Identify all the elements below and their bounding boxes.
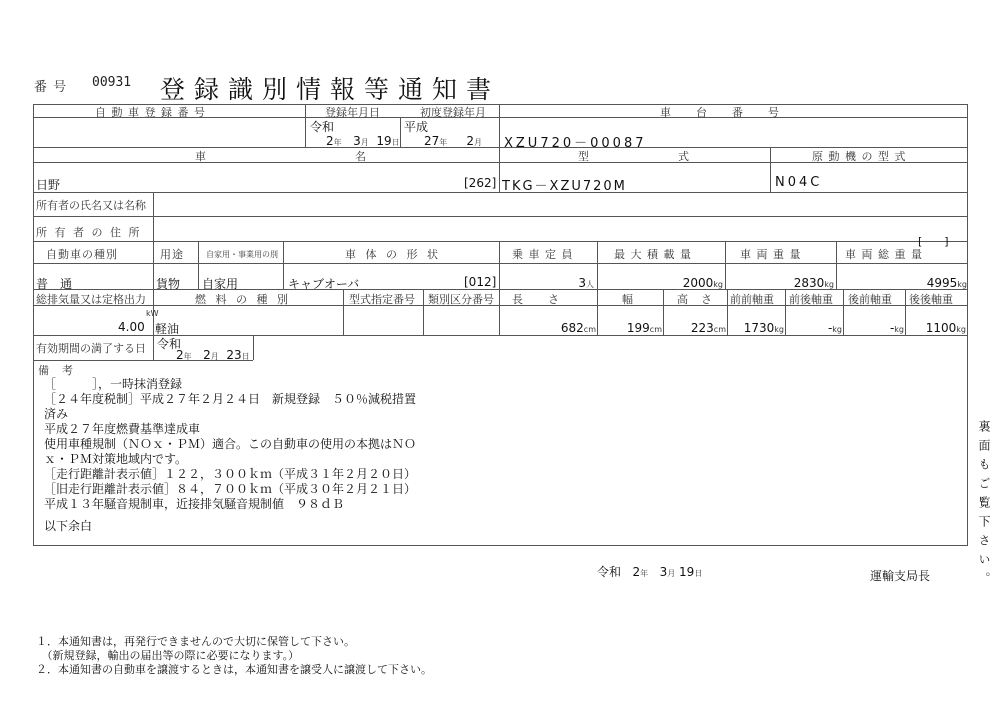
- rule: [305, 104, 306, 148]
- owner-address-label: 所 有 者 の 住 所: [36, 226, 142, 239]
- name-label: 名: [355, 150, 367, 163]
- engine-type: N04C: [775, 175, 823, 190]
- front-rear-axle-weight: -kg: [827, 321, 842, 335]
- registration-date-label: 登録年月日: [325, 106, 380, 119]
- displacement: 4.00: [118, 320, 145, 334]
- rear-rear-axle-weight: 1100kg: [925, 321, 966, 335]
- use-sub-label: 自家用・事業用の別: [206, 250, 278, 259]
- gross-weight-label: 車 両 総 重 量: [845, 248, 923, 261]
- rule: [400, 117, 401, 148]
- front-front-axle-label: 前前軸重: [730, 293, 774, 306]
- rule: [727, 289, 728, 335]
- owner-name-label: 所有者の氏名又は名称: [36, 199, 146, 212]
- remarks-line: 使用車種規制（ＮＯｘ・ＰＭ）適合。この自動車の使用の本拠はＮＯ: [44, 437, 417, 451]
- front-rear-axle-label: 前後軸重: [789, 293, 833, 306]
- vehicle-label: 車: [195, 150, 207, 163]
- registration-era: 令和: [310, 120, 335, 134]
- classification-label: 類別区分番号: [428, 293, 494, 306]
- rule: [423, 289, 424, 335]
- issuer: 運輸支局長: [870, 569, 931, 583]
- remarks-line: ｘ・ＰＭ対策地域内です。: [44, 452, 188, 466]
- width-label: 幅: [622, 293, 634, 306]
- rule: [785, 289, 786, 335]
- remarks-line: ［２４年度税制］平成２７年２月２４日 新規登録 ５０％減税措置: [44, 392, 417, 406]
- remarks-line: ［走行距離計表示値］１２２，３００ｋｍ（平成３１年２月２０日）: [44, 467, 417, 481]
- body-shape-label: 車 体 の 形 状: [345, 248, 441, 261]
- remarks-line: ［旧走行距離計表示値］８４，７００ｋｍ（平成３０年２月２１日）: [44, 482, 417, 496]
- document-title: 登録識別情報等通知書: [160, 75, 501, 104]
- displacement-label: 総排気量又は定格出力: [36, 293, 146, 306]
- document-number: 00931: [92, 75, 132, 90]
- remarks-label: 備 考: [38, 364, 74, 377]
- remarks-line: 平成１３年騒音規制車，近接排気騒音規制値 ９８ｄＢ: [44, 497, 345, 511]
- first-registration-date: 27年 2月: [424, 134, 482, 148]
- front-front-axle-weight: 1730kg: [743, 321, 784, 335]
- rule: [253, 335, 254, 360]
- rule: [836, 241, 837, 289]
- rule: [33, 192, 968, 193]
- fuel-type-label: 燃 料 の 種 別: [195, 293, 291, 306]
- length: 682cm: [560, 321, 596, 335]
- see-reverse-note: 裏面もご覧下さい。: [977, 420, 991, 591]
- height-label: 高 さ: [677, 293, 713, 306]
- model-label-2: 式: [678, 150, 690, 163]
- expiry-era: 令和: [157, 337, 182, 351]
- capacity: 3人: [578, 276, 594, 290]
- vehicle-weight: 2830kg: [793, 276, 834, 290]
- rule: [343, 289, 344, 335]
- rule: [905, 289, 906, 335]
- remarks-line: ［ ］，一時抹消登録: [44, 377, 183, 391]
- remarks-line: 平成２７年度燃費基準達成車: [44, 422, 201, 436]
- vehicle-kind: 普 通: [36, 277, 73, 291]
- rule: [198, 241, 199, 289]
- rule: [843, 289, 844, 335]
- first-registration-label: 初度登録年月: [420, 106, 486, 119]
- vehicle-kind-label: 自動車の種別: [46, 248, 118, 261]
- rule: [663, 289, 664, 335]
- use-sub: 自家用: [202, 277, 239, 291]
- vehicle-name: 日野: [36, 178, 61, 192]
- body-shape-code: [012]: [464, 275, 497, 289]
- rule: [499, 241, 500, 335]
- frame-right: [967, 104, 968, 545]
- rear-front-axle-label: 後前軸重: [848, 293, 892, 306]
- model-label: 型: [578, 150, 590, 163]
- rule: [33, 241, 968, 242]
- rule: [597, 241, 598, 289]
- displacement-unit: kW: [146, 309, 159, 318]
- expiry-label: 有効期間の満了する日: [36, 342, 146, 355]
- rule: [33, 216, 968, 217]
- use: 貨物: [156, 277, 181, 291]
- width: 199cm: [626, 321, 662, 335]
- rule: [153, 335, 154, 360]
- rule: [283, 241, 284, 289]
- registration-number-label: 自 動 車 登 録 番 号: [95, 106, 206, 119]
- footnote: ２．本通知書の自動車を譲渡するときは，本通知書を譲受人に譲渡して下さい。: [36, 663, 432, 676]
- fuel-type: 軽油: [155, 322, 180, 336]
- footnote: （新規登録，輸出の届出等の際に必要になります。）: [36, 649, 300, 662]
- rule: [725, 241, 726, 289]
- rear-rear-axle-label: 後後軸重: [909, 293, 953, 306]
- rule: [770, 147, 771, 192]
- chassis-number: XZU720－00087: [504, 136, 647, 151]
- footnote: １．本通知書は，再発行できませんので大切に保管して下さい。: [36, 635, 355, 648]
- rear-front-axle-weight: -kg: [889, 321, 904, 335]
- use-label: 用途: [160, 248, 184, 261]
- registration-date: 2年 3月 19日: [326, 134, 400, 148]
- rule: [33, 263, 968, 264]
- length-label: 長 さ: [512, 293, 560, 306]
- number-label: 番 号: [34, 80, 68, 95]
- first-registration-era: 平成: [404, 120, 429, 134]
- frame-left: [33, 104, 34, 545]
- issue-date: 令和 2年 3月 19日: [597, 565, 703, 579]
- type-designation-label: 型式指定番号: [349, 293, 415, 306]
- vehicle-weight-label: 車 両 重 量: [740, 248, 802, 261]
- height: 223cm: [690, 321, 726, 335]
- frame-bottom: [33, 545, 968, 546]
- rule: [153, 241, 154, 289]
- gross-weight-bracket: [ ]: [918, 235, 949, 248]
- max-load-label: 最 大 積 載 量: [614, 248, 692, 261]
- vehicle-name-code: [262]: [464, 176, 497, 190]
- rule: [499, 104, 500, 192]
- model-code: TKG－XZU720M: [502, 179, 627, 194]
- rule: [597, 289, 598, 335]
- engine-type-label: 原 動 機 の 型 式: [812, 150, 907, 163]
- expiry-date: 2年 2月 23日: [176, 348, 250, 362]
- capacity-label: 乗 車 定 員: [512, 248, 574, 261]
- max-load: 2000kg: [682, 276, 723, 290]
- rule: [153, 192, 154, 241]
- remarks-line: 以下余白: [44, 519, 93, 533]
- remarks-line: 済み: [44, 407, 69, 421]
- chassis-number-label: 車 台 番 号: [660, 106, 780, 119]
- body-shape: キャブオーバ: [288, 277, 360, 291]
- gross-weight: 4995kg: [926, 276, 967, 290]
